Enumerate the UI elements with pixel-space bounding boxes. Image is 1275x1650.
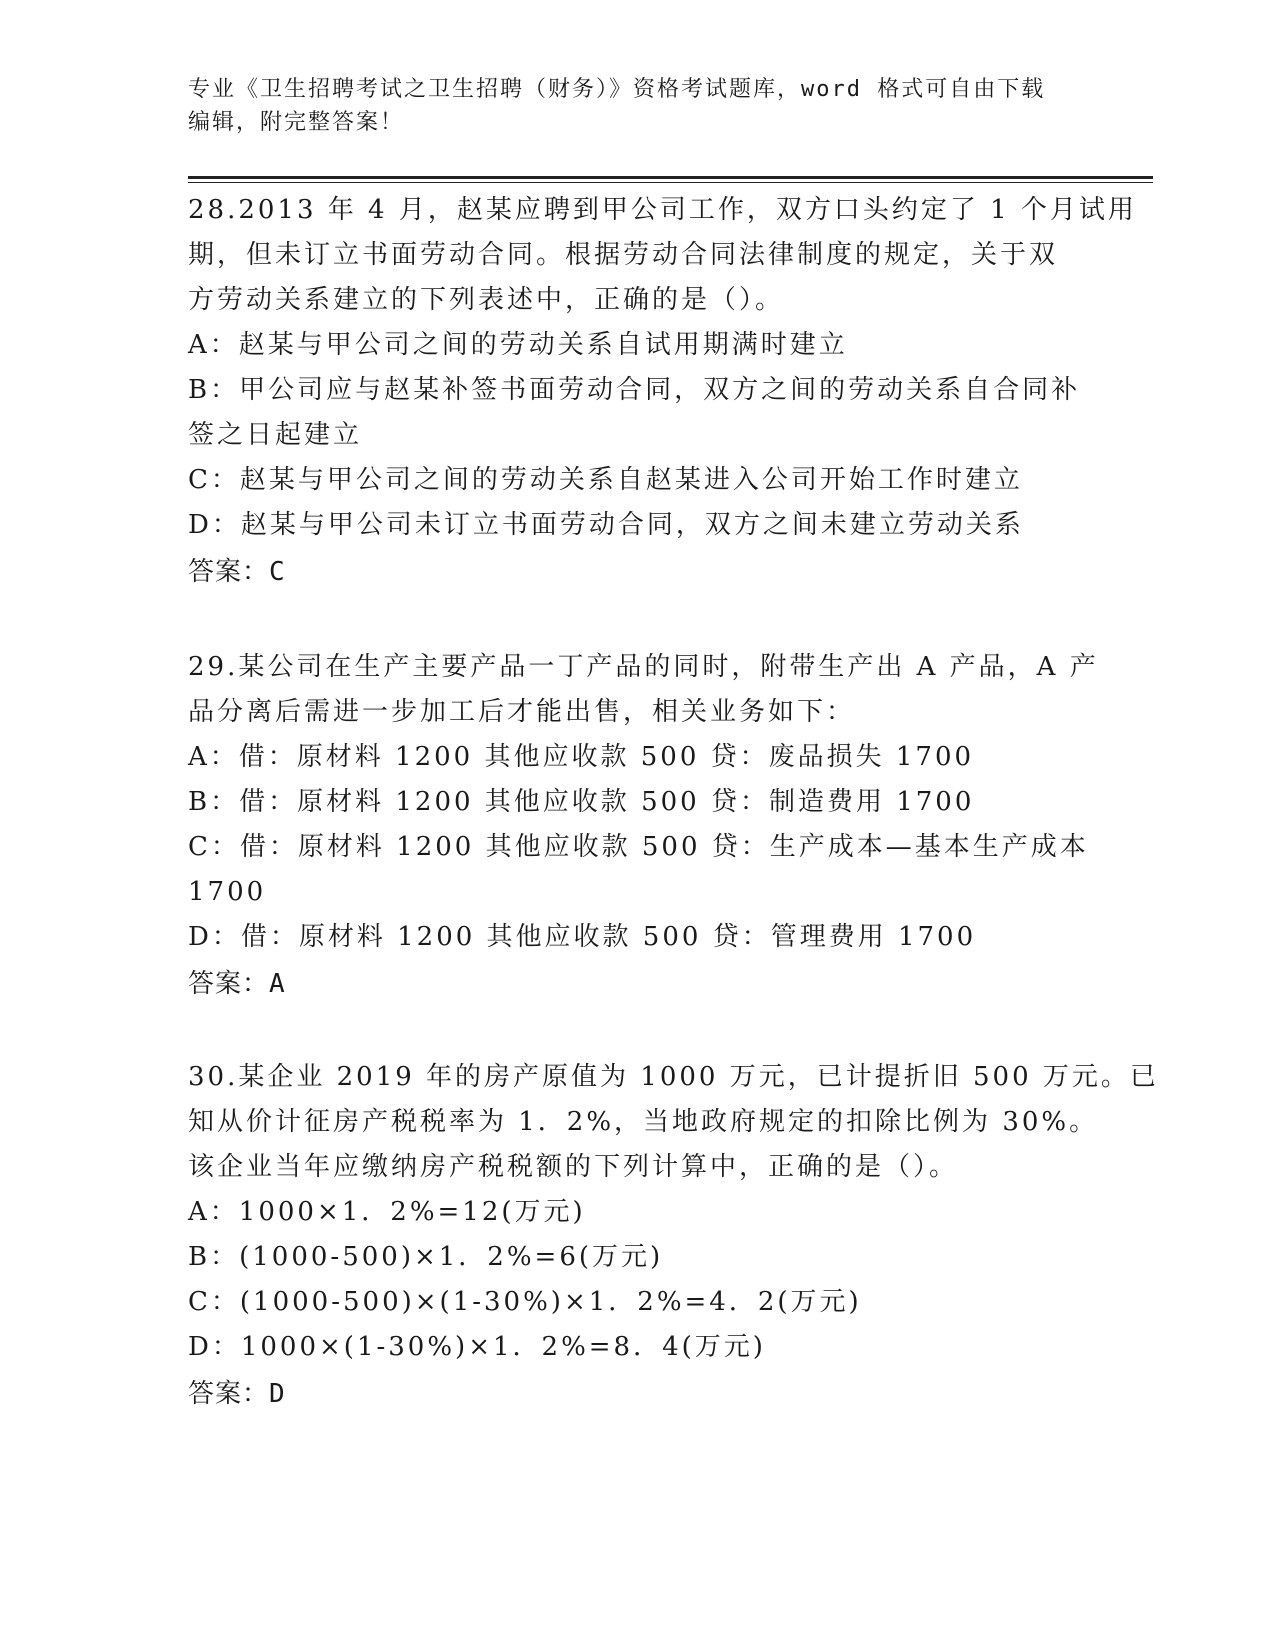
option-c: C：(1000-500)×(1-30%)×1．2%=4．2(万元) (188, 1287, 862, 1317)
answer-label: 答案： (188, 557, 270, 587)
answer-value: C (269, 557, 286, 587)
question-28 (188, 188, 1137, 595)
option-c: C：借：原材料 1200 其他应收款 500 贷：生产成本—基本生产成本 (188, 832, 1089, 862)
question-stem-line: 该企业当年应缴纳房产税税额的下列计算中，正确的是（）。 (188, 1152, 959, 1182)
question-stem-line: 30.某企业 2019 年的房产原值为 1000 万元，已计提折旧 500 万元。已 (188, 1062, 1159, 1092)
question-30 (188, 1055, 1159, 1417)
option-d: D：借：原材料 1200 其他应收款 500 贷：管理费用 1700 (188, 922, 977, 952)
question-29 (188, 645, 1099, 1007)
question-stem-line: 29.某公司在生产主要产品一丁产品的同时，附带生产出 A 产品，A 产 (188, 652, 1099, 682)
question-stem-line: 28.2013 年 4 月，赵某应聘到甲公司工作，双方口头约定了 1 个月试用 (188, 195, 1137, 225)
header-divider-thin (188, 182, 1153, 183)
question-stem-line: 知从价计征房产税税率为 1．2%，当地政府规定的扣除比例为 30%。 (188, 1107, 1099, 1137)
option-c: C：赵某与甲公司之间的劳动关系自赵某进入公司开始工作时建立 (188, 465, 1023, 495)
answer-line (188, 550, 1088, 595)
option-b: B：借：原材料 1200 其他应收款 500 贷：制造费用 1700 (188, 787, 975, 817)
question-stem-line: 方劳动关系建立的下列表述中，正确的是（）。 (188, 285, 785, 315)
option-a: A：赵某与甲公司之间的劳动关系自试用期满时建立 (188, 330, 848, 360)
answer-line (188, 1372, 1088, 1417)
option-b: B：(1000-500)×1．2%=6(万元) (188, 1242, 664, 1272)
question-stem-line: 品分离后需进一步加工后才能出售，相关业务如下： (188, 697, 856, 727)
answer-value: A (269, 969, 286, 999)
header-divider-thick (188, 176, 1153, 179)
answer-label: 答案： (188, 969, 270, 999)
header-line-2: 编辑，附完整答案！ (188, 110, 405, 135)
option-b-continued: 签之日起建立 (188, 420, 363, 450)
answer-line (188, 962, 1088, 1007)
question-stem-line: 期，但未订立书面劳动合同。根据劳动合同法律制度的规定，关于双 (188, 240, 1059, 270)
answer-value: D (269, 1379, 286, 1409)
header-line-1: 专业《卫生招聘考试之卫生招聘（财务）》资格考试题库，word 格式可自由下载 (188, 77, 1046, 102)
option-d: D：赵某与甲公司未订立书面劳动合同，双方之间未建立劳动关系 (188, 510, 1024, 540)
answer-label: 答案： (188, 1379, 270, 1409)
document-header (188, 73, 1088, 139)
option-a: A：1000×1．2%=12(万元) (188, 1197, 586, 1227)
option-b: B：甲公司应与赵某补签书面劳动合同，双方之间的劳动关系自合同补 (188, 375, 1081, 405)
option-c-continued: 1700 (188, 877, 267, 907)
option-d: D：1000×(1-30%)×1．2%=8．4(万元) (188, 1332, 766, 1362)
option-a: A：借：原材料 1200 其他应收款 500 贷：废品损失 1700 (188, 742, 975, 772)
